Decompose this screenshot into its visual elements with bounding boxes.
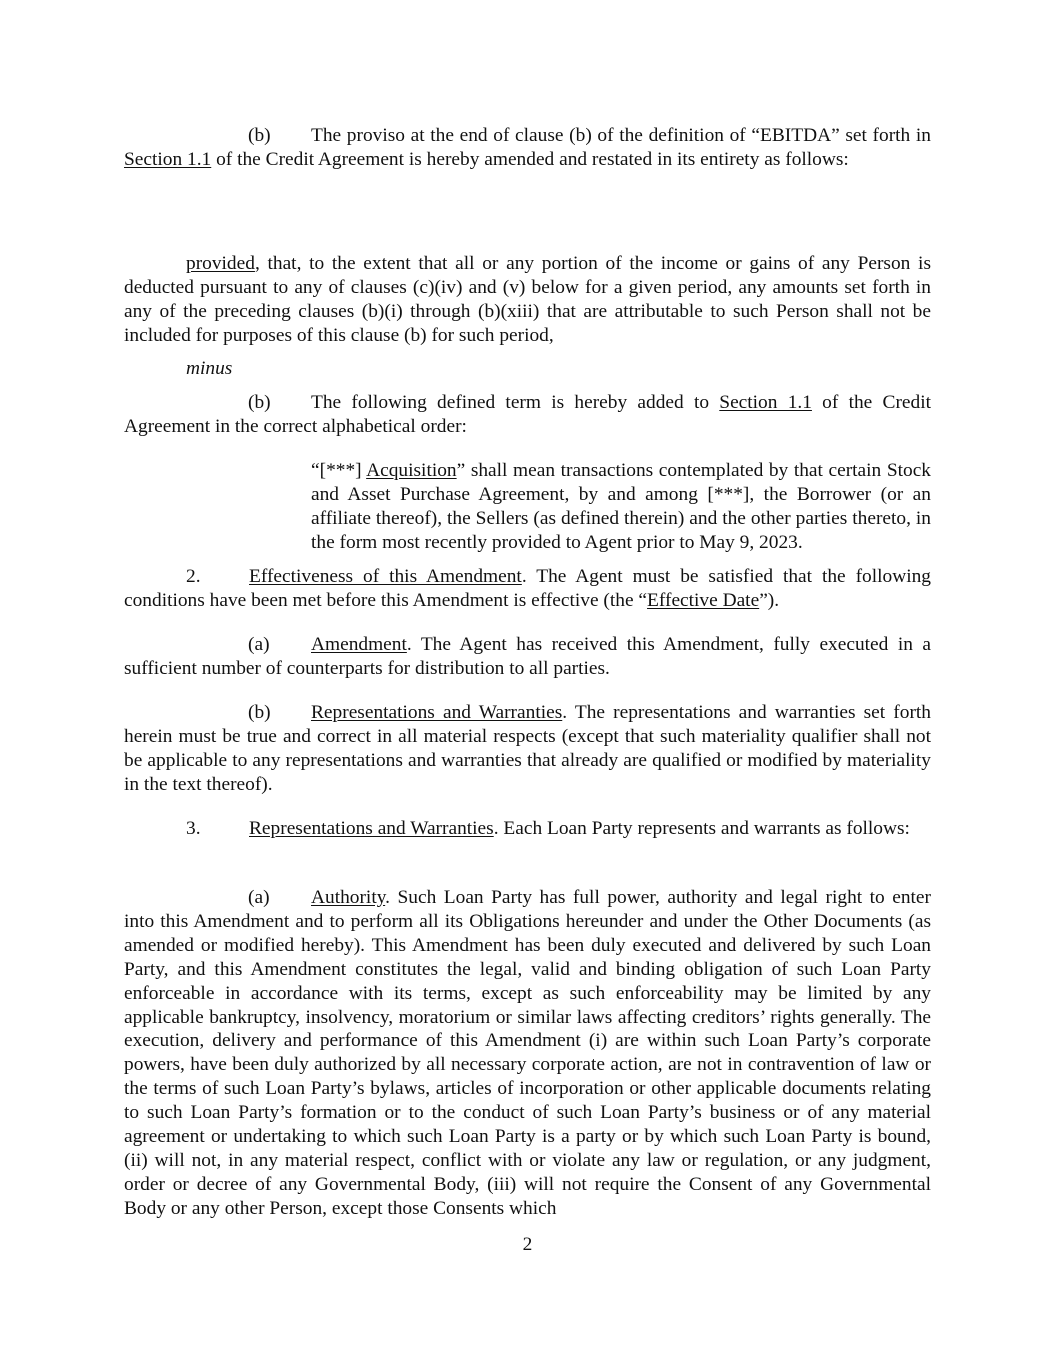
clause-number: (b) xyxy=(248,125,271,146)
clause-heading: Amendment xyxy=(311,634,407,655)
paragraph-authority: (a) Authority. Such Loan Party has full power, authority and legal right to enter into this Amendment and to perform all its Obligations hereunder and under the Other Documents (as amended or modified hereby). This Amendment has been duly executed and delivered by such Loan Party, and this Amendment constitutes the legal, valid and binding obligation of such Loan Party enforceable in accordance with its terms, except as such enforceability may be limited by any applicable bankruptcy, insolvency, moratorium or similar laws affecting creditors’ rights generally. The execution, delivery and performance of this Amendment (i) are within such Loan Party’s corporate powers, have been duly authorized by all necessary corporate action, are not in contravention of law or the terms of such Loan Party’s bylaws, articles of incorporation or other applicable documents relating to such Loan Party’s formation or to the conduct of such Loan Party’s business or of any material agreement or undertaking to which such Loan Party is a party or by which such Loan Party is bound, (ii) will not, in any material respect, conflict with or violate any law or regulation, or any judgment, order or decree of any Governmental Body, (iii) will not require the Consent of any Governmental Body or any other Person, except those Consents which xyxy=(124,887,931,1219)
clause-heading: Representations and Warranties xyxy=(311,702,563,723)
paragraph-acquisition-definition: “[***] Acquisition” shall mean transactions contemplated by that certain Stock and Asset Purchase Agreement, by and among [***], the Borrower (or an affiliate thereof), the Sellers (as defined therein) and the other parties thereto, in the form most recently provided to Agent prior to May 9, 2023. xyxy=(311,460,931,553)
section-heading: Effectiveness of this Amendment xyxy=(249,566,522,587)
paragraph-provided: provided, that, to the extent that all or any portion of the income or gains of any Person is deducted pursuant to any of clauses (c)(iv) and (v) below for a given period, any amounts set forth in any of the preceding clauses (b)(i) through (b)(xiii) that are attributable to such Person shall not be included for purposes of this clause (b) for such period, xyxy=(124,253,931,346)
section-number: 2. xyxy=(186,566,201,587)
paragraph-condition-amendment: (a) Amendment. The Agent has received this Amendment, fully executed in a sufficient number of counterparts for distribution to all parties. xyxy=(124,634,931,679)
paragraph-defined-term-added: (b) The following defined term is hereby added to Section 1.1 of the Credit Agreement in the correct alphabetical order: xyxy=(124,392,931,437)
clause-number: (a) xyxy=(248,887,270,908)
clause-heading: Authority xyxy=(311,887,386,908)
section-number: 3. xyxy=(186,818,201,839)
clause-number: (b) xyxy=(248,702,271,723)
clause-number: (b) xyxy=(248,392,271,413)
paragraph-effectiveness: 2. Effectiveness of this Amendment. The Agent must be satisfied that the following conditions have been met before this Amendment is effective (the “Effective Date”). xyxy=(124,566,931,611)
defined-term-effective-date: Effective Date xyxy=(647,589,760,611)
paragraph-section-3: 3. Representations and Warranties. Each Loan Party represents and warrants as follows: xyxy=(186,818,910,839)
section-reference: Section 1.1 xyxy=(719,392,812,413)
clause-number: (a) xyxy=(248,634,270,655)
defined-term-acquisition: Acquisition xyxy=(366,460,457,481)
paragraph-ebitda-proviso-intro: (b) The proviso at the end of clause (b) of the definition of “EBITDA” set forth in Section 1.1 of the Credit Agreement is hereby amended and restated in its entirety as follows: xyxy=(124,125,931,170)
section-reference: Section 1.1 xyxy=(124,148,212,170)
paragraph-minus: minus xyxy=(186,358,233,379)
provided-term: provided xyxy=(186,253,255,274)
paragraph-condition-reps: (b) Representations and Warranties. The representations and warranties set forth herein must be true and correct in all material respects (except that such materiality qualifier shall not be applicable to any representations and warranties that already are qualified or modified by materiality in the text thereof). xyxy=(124,702,931,795)
page-number: 2 xyxy=(522,1234,533,1255)
section-heading: Representations and Warranties xyxy=(249,818,494,839)
